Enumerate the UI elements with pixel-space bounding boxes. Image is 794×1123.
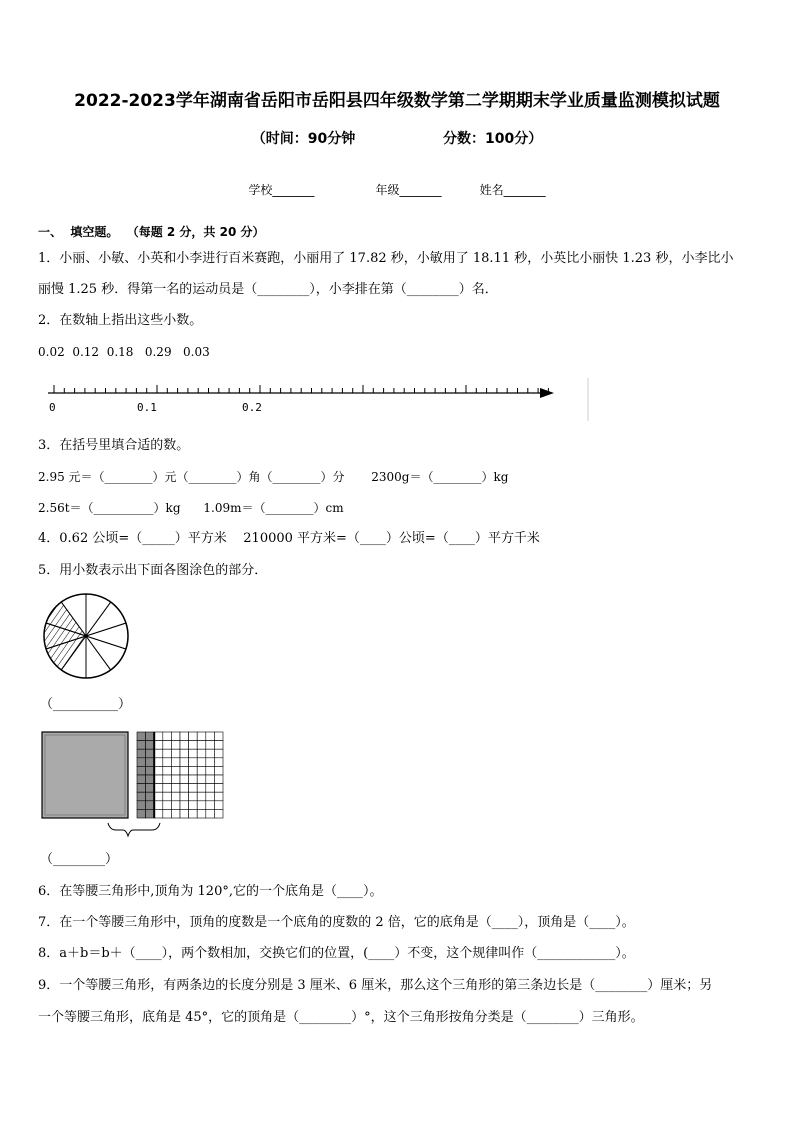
grid-cell — [171, 809, 180, 818]
grid-cell — [154, 749, 163, 758]
shaded-cell — [146, 741, 155, 750]
grid-cell — [171, 801, 180, 810]
shaded-cell — [146, 766, 155, 775]
grid-cell — [163, 784, 172, 793]
section-heading: 一、 填空题。 （每题 2 分，共 20 分） — [38, 225, 265, 239]
grid-cell — [163, 741, 172, 750]
exam-subtitle: （时间：90分钟 分数：100分） — [251, 131, 543, 147]
q5-blank2: （________） — [40, 852, 119, 867]
grid-cell — [171, 792, 180, 801]
grid-cell — [171, 758, 180, 767]
brace — [108, 823, 160, 836]
grid-cell — [206, 801, 215, 810]
grid-cell — [206, 758, 215, 767]
grid-cell — [197, 792, 206, 801]
q9-line2: 一个等腰三角形，底角是 45°，它的顶角是（________）°，这个三角形按角分类是（________）三角形。 — [38, 1010, 644, 1025]
grid-cell — [163, 749, 172, 758]
grid-cell — [154, 792, 163, 801]
grid-cell — [163, 801, 172, 810]
grid-cell — [163, 758, 172, 767]
grid-cell — [197, 809, 206, 818]
grid-cell — [180, 801, 189, 810]
grid-cell — [197, 749, 206, 758]
q1-line1: 1．小丽、小敏、小英和小李进行百米赛跑，小丽用了 17.82 秒，小敏用了 18.11 秒，小英比小丽快 1.23 秒，小李比小 — [38, 251, 734, 266]
full-shaded-square — [42, 732, 128, 818]
shaded-cell — [137, 741, 146, 750]
grid-cell — [171, 741, 180, 750]
shaded-cell — [137, 809, 146, 818]
grid-cell — [154, 809, 163, 818]
shaded-cell — [137, 801, 146, 810]
q1-line2: 丽慢 1.25 秒．得第一名的运动员是（________），小李排在第（________）名． — [38, 282, 498, 297]
shaded-cell — [137, 732, 146, 741]
grid-cell — [154, 766, 163, 775]
grid-cell — [180, 758, 189, 767]
grid-cell — [189, 749, 198, 758]
shaded-cell — [146, 749, 155, 758]
q7-text: 7．在一个等腰三角形中，顶角的度数是一个底角的度数的 2 倍，它的底角是（____），顶角是（____）。 — [38, 915, 635, 930]
q3-text: 3．在括号里填合适的数。 — [38, 438, 190, 453]
grid-cell — [189, 801, 198, 810]
grid-cell — [214, 801, 223, 810]
nl-label-0: 0 — [49, 401, 56, 414]
shaded-cell — [137, 792, 146, 801]
grid-cell — [189, 766, 198, 775]
grid-cell — [154, 801, 163, 810]
grid-cell — [163, 792, 172, 801]
q3-line2: 2.56t＝（__________）kg 1.09m＝（________）cm — [38, 501, 344, 515]
grid-cell — [189, 741, 198, 750]
shaded-cell — [146, 792, 155, 801]
grid-cell — [189, 792, 198, 801]
grid-cell — [197, 741, 206, 750]
grid-cell — [214, 775, 223, 784]
nl-label-1: 0.1 — [137, 401, 157, 414]
grid-cell — [180, 766, 189, 775]
q4-text: 4．0.62 公顷=（_____）平方米 210000 平方米=（____）公顷=（____）平方千米 — [38, 531, 540, 546]
grid-cell — [154, 775, 163, 784]
shaded-cell — [137, 758, 146, 767]
shaded-cell — [137, 749, 146, 758]
shaded-cell — [146, 758, 155, 767]
q5-blank1: （__________） — [40, 697, 132, 712]
grid-cell — [180, 732, 189, 741]
grid-cell — [197, 775, 206, 784]
grid-cell — [214, 741, 223, 750]
student-info: 学校_______ 年级_______ 姓名_______ — [248, 183, 546, 197]
grid-cell — [189, 775, 198, 784]
grid-cell — [163, 809, 172, 818]
shaded-circle — [42, 592, 132, 682]
grid-cell — [197, 732, 206, 741]
grid-cell — [163, 775, 172, 784]
grid-cell — [206, 792, 215, 801]
shaded-cell — [137, 766, 146, 775]
q2-values: 0.02 0.12 0.18 0.29 0.03 — [38, 345, 210, 359]
grid-cell — [206, 809, 215, 818]
grid-cell — [180, 784, 189, 793]
grid-cell — [206, 732, 215, 741]
grid-cell — [154, 758, 163, 767]
shaded-cell — [146, 784, 155, 793]
page-title: 2022-2023学年湖南省岳阳市岳阳县四年级数学第二学期期末学业质量监测模拟试题 — [74, 91, 720, 111]
grid-cell — [180, 809, 189, 818]
grid-cell — [154, 741, 163, 750]
grid-cell — [197, 784, 206, 793]
grid-cell — [214, 784, 223, 793]
grid-cell — [171, 784, 180, 793]
square-grids — [40, 730, 230, 840]
grid-cell — [197, 801, 206, 810]
grid-cell — [180, 741, 189, 750]
grid-cell — [189, 809, 198, 818]
grid-cell — [206, 749, 215, 758]
q3-line1: 2.95 元＝（________）元（________）角（________）分 2300g＝（________）kg — [38, 470, 509, 484]
grid-cell — [206, 741, 215, 750]
grid-cell — [189, 784, 198, 793]
shaded-cell — [146, 809, 155, 818]
q6-text: 6．在等腰三角形中,顶角为 120°,它的一个底角是（____）。 — [38, 884, 383, 899]
grid-cell — [171, 775, 180, 784]
grid-cell — [206, 775, 215, 784]
shaded-cell — [137, 784, 146, 793]
q8-text: 8．a＋b＝b＋（____），两个数相加，交换它们的位置，(____）不变，这个规律叫作（____________）。 — [38, 946, 635, 961]
grid-cell — [171, 732, 180, 741]
grid-cell — [180, 792, 189, 801]
grid-cell — [154, 784, 163, 793]
grid-cell — [206, 784, 215, 793]
grid-cell — [171, 766, 180, 775]
q5-text: 5．用小数表示出下面各图涂色的部分． — [38, 563, 268, 578]
grid-cell — [214, 792, 223, 801]
grid-cell — [154, 732, 163, 741]
grid-cell — [189, 758, 198, 767]
shaded-cell — [146, 732, 155, 741]
grid-cell — [197, 766, 206, 775]
grid-cell — [206, 766, 215, 775]
grid-divider — [153, 732, 155, 818]
grid-cell — [214, 766, 223, 775]
grid-cell — [214, 758, 223, 767]
shaded-cell — [146, 775, 155, 784]
grid-cell — [214, 749, 223, 758]
q2-text: 2．在数轴上指出这些小数。 — [38, 313, 203, 328]
shaded-cell — [137, 775, 146, 784]
arrow-icon — [540, 388, 554, 398]
grid-cell — [163, 766, 172, 775]
grid-cell — [197, 758, 206, 767]
grid-cell — [214, 732, 223, 741]
grid-cell — [214, 809, 223, 818]
nl-label-2: 0.2 — [242, 401, 262, 414]
grid-cell — [163, 732, 172, 741]
q9-line1: 9．一个等腰三角形，有两条边的长度分别是 3 厘米、6 厘米，那么这个三角形的第三条边长是（________）厘米；另 — [38, 978, 713, 993]
grid-cell — [180, 775, 189, 784]
shaded-cell — [146, 801, 155, 810]
number-line — [40, 376, 600, 426]
grid-cell — [189, 732, 198, 741]
grid-cell — [180, 749, 189, 758]
grid-cell — [171, 749, 180, 758]
